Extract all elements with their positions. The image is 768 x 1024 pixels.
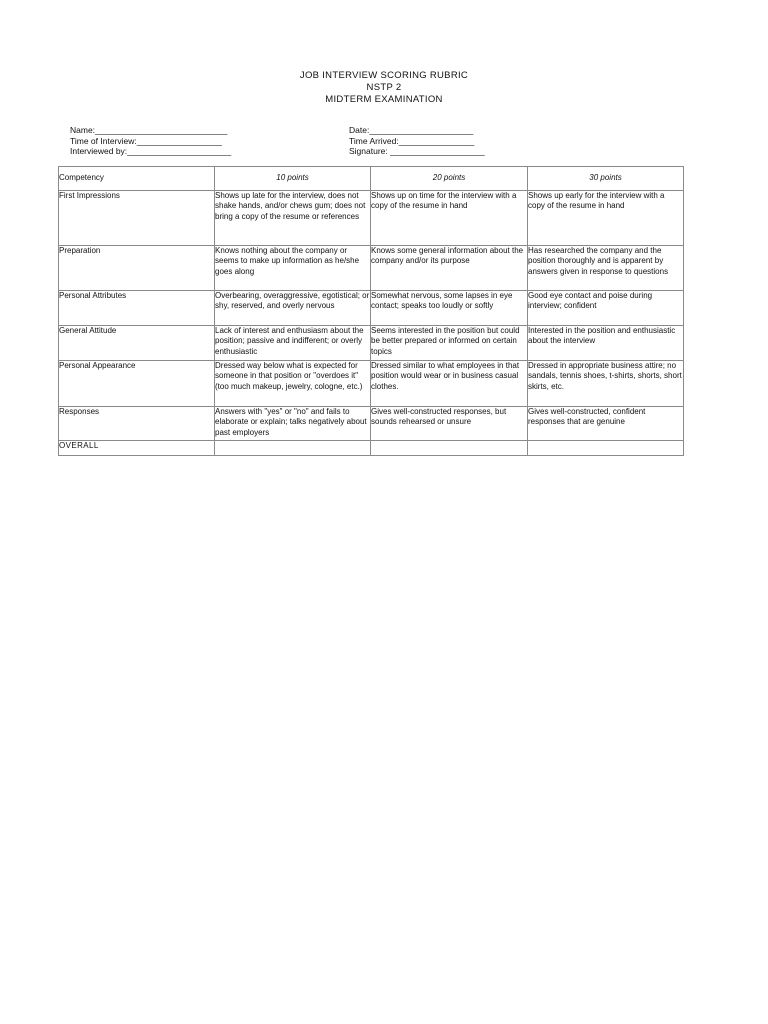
- table-row: [59, 407, 684, 441]
- table-row: [59, 291, 684, 326]
- scoring-rubric-table: [58, 166, 684, 456]
- twenty-points-cell: Seems interested in the position but could be better prepared or informed on certain topics: [371, 326, 528, 361]
- thirty-points-column-header: 30 points: [528, 167, 684, 191]
- twenty-points-cell: Shows up on time for the interview with a copy of the resume in hand: [371, 191, 528, 246]
- twenty-points-cell: Somewhat nervous, some lapses in eye contact; speaks too loudly or softly: [371, 291, 528, 326]
- ten-points-cell: Knows nothing about the company or seems to make up information as he/she goes along: [215, 246, 371, 291]
- date-field: Date:______________________: [349, 125, 474, 135]
- thirty-points-cell: Shows up early for the interview with a copy of the resume in hand: [528, 191, 684, 246]
- competency-cell: Personal Appearance: [59, 361, 215, 407]
- document-header: [0, 70, 768, 106]
- signature-field: Signature: ____________________: [349, 146, 485, 156]
- thirty-points-cell: Has researched the company and the position thoroughly and is apparent by answers given in response to questions: [528, 246, 684, 291]
- competency-cell: First Impressions: [59, 191, 215, 246]
- competency-cell: Preparation: [59, 246, 215, 291]
- name-field: Name:____________________________: [70, 125, 228, 135]
- thirty-points-cell: Good eye contact and poise during interview; confident: [528, 291, 684, 326]
- overall-row: [59, 441, 684, 456]
- table-row: [59, 361, 684, 407]
- table-header-row: [59, 167, 684, 191]
- overall-thirty-points-cell: [528, 441, 684, 456]
- twenty-points-column-header: 20 points: [371, 167, 528, 191]
- overall-twenty-points-cell: [371, 441, 528, 456]
- fields-right-column: [349, 125, 485, 157]
- thirty-points-cell: Gives well-constructed, confident responses that are genuine: [528, 407, 684, 441]
- twenty-points-cell: Knows some general information about the company and/or its purpose: [371, 246, 528, 291]
- interviewed-by-field: Interviewed by:______________________: [70, 146, 232, 156]
- time-arrived-field: Time Arrived:________________: [349, 135, 475, 146]
- overall-ten-points-cell: [215, 441, 371, 456]
- time-of-interview-field: Time of Interview:__________________: [70, 135, 222, 146]
- ten-points-cell: Dressed way below what is expected for someone in that position or "overdoes it" (too much makeup, jewelry, cologne, etc.): [215, 361, 371, 407]
- twenty-points-cell: Dressed similar to what employees in that position would wear or in business casual clothes.: [371, 361, 528, 407]
- thirty-points-cell: Dressed in appropriate business attire; no sandals, tennis shoes, t-shirts, shorts, short skirts, etc.: [528, 361, 684, 407]
- document-title: JOB INTERVIEW SCORING RUBRIC: [299, 70, 469, 81]
- competency-column-header: Competency: [59, 167, 215, 191]
- ten-points-cell: Answers with "yes" or "no" and fails to elaborate or explain; talks negatively about past employers: [215, 407, 371, 441]
- competency-cell: General Attitude: [59, 326, 215, 361]
- table-row: [59, 246, 684, 291]
- competency-cell: Personal Attributes: [59, 291, 215, 326]
- fields-left-column: [70, 125, 231, 157]
- exam-label: MIDTERM EXAMINATION: [325, 94, 443, 105]
- competency-cell: Responses: [59, 407, 215, 441]
- table-row: [59, 191, 684, 246]
- ten-points-cell: Overbearing, overaggressive, egotistical; or shy, reserved, and overly nervous: [215, 291, 371, 326]
- table-row: [59, 326, 684, 361]
- ten-points-column-header: 10 points: [215, 167, 371, 191]
- ten-points-cell: Lack of interest and enthusiasm about the position; passive and indifferent; or overly enthusiastic: [215, 326, 371, 361]
- thirty-points-cell: Interested in the position and enthusiastic about the interview: [528, 326, 684, 361]
- course-code: NSTP 2: [366, 82, 402, 93]
- ten-points-cell: Shows up late for the interview, does not shake hands, and/or chews gum; does not bring a copy of the resume or references: [215, 191, 371, 246]
- twenty-points-cell: Gives well-constructed responses, but sounds rehearsed or unsure: [371, 407, 528, 441]
- overall-label-cell: OVERALL: [59, 441, 215, 456]
